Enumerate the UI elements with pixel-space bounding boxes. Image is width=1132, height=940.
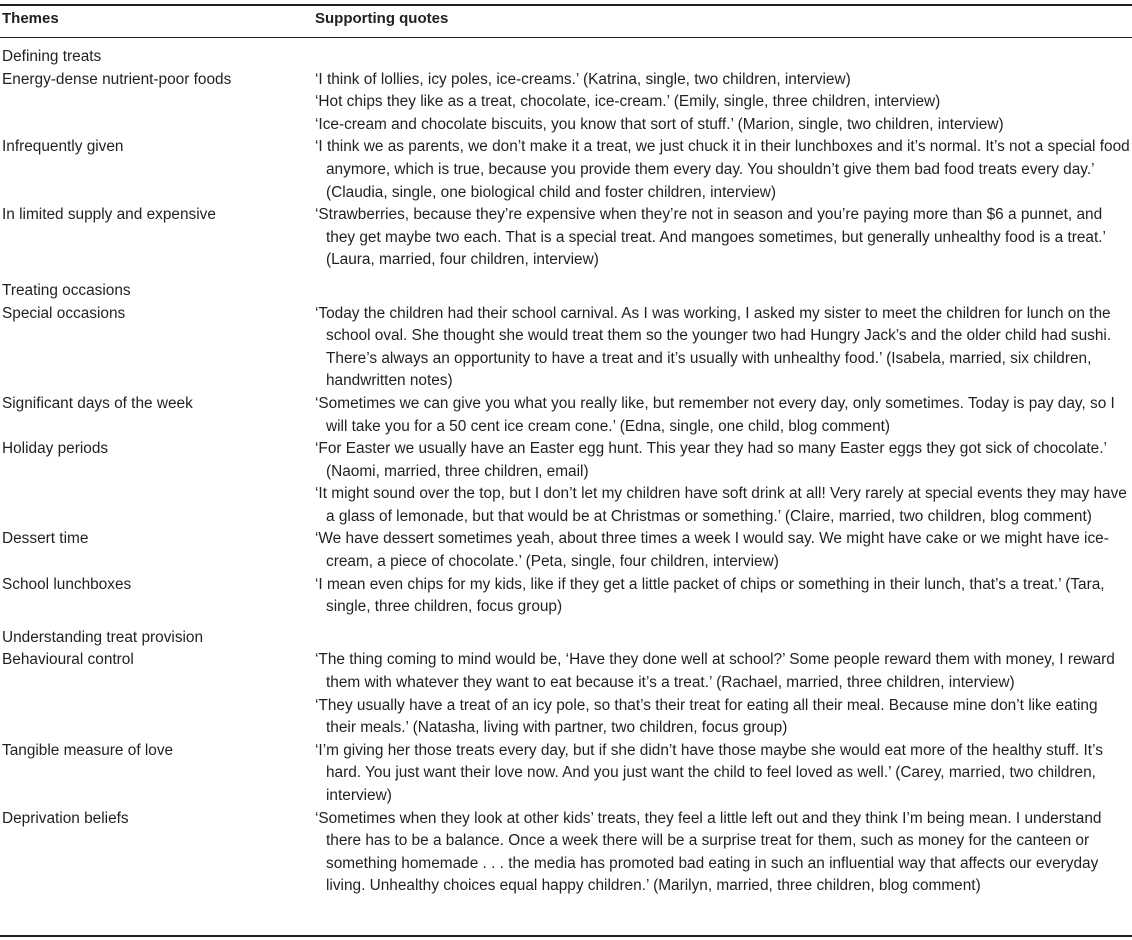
theme-name: Special occasions: [2, 304, 126, 322]
quotes-cell: [315, 808, 1130, 898]
header-rule: [0, 37, 1132, 38]
quote-text: ‘We have dessert sometimes yeah, about three times a week I would say. We might have cake or we might have ice-cream, a piece of chocolate.’ (Peta, single, four children, interview): [315, 530, 1109, 571]
quote-text: ‘I mean even chips for my kids, like if they get a little packet of chips or something in their lunch, that’s a treat.’ (Tara, single, three children, focus group): [315, 575, 1105, 616]
quotes-cell: [315, 69, 1130, 137]
theme-name: Energy-dense nutrient-poor foods: [2, 70, 232, 88]
quotes-cell: [315, 303, 1130, 393]
table-body: [0, 46, 1132, 898]
quote-text: ‘I think of lollies, icy poles, ice-creams.’ (Katrina, single, two children, interview): [315, 70, 851, 88]
quotes-cell: [315, 740, 1130, 808]
table-row: [0, 528, 1132, 573]
quotes-cell: [315, 393, 1130, 438]
theme-name: In limited supply and expensive: [2, 206, 216, 224]
theme-name: Holiday periods: [2, 440, 109, 458]
quote-text: ‘Strawberries, because they’re expensive when they’re not in season and you’re paying more than $6 a punnet, and they get maybe two each. That is a special treat. And mangoes sometimes, but generally unhealthy food is a treat.’ (Laura, married, four children, interview): [315, 206, 1106, 269]
theme-name: School lunchboxes: [2, 575, 132, 593]
theme-name: Dessert time: [2, 530, 89, 548]
quote-text: ‘I’m giving her those treats every day, but if she didn’t have those maybe she would eat more of the healthy stuff. It’s hard. You just want their love now. And you just want the child to feel loved as well.’ (Carey, married, two children, interview): [315, 741, 1103, 804]
table-row: [0, 574, 1132, 619]
section-gap: [0, 272, 1132, 280]
quote-text: ‘They usually have a treat of an icy pole, so that’s their treat for eating all their meal. Because mine don’t like eating their meals.’ (Natasha, living with partner, two children, focus group): [315, 696, 1098, 737]
table-top-rule: [0, 4, 1132, 6]
quote-text: ‘Sometimes when they look at other kids’ treats, they feel a little left out and they think I’m being mean. I understand there has to be a balance. Once a week there will be a surprise treat for them, such as money for the canteen or something homemade . . . the media has promoted bad eating in such an influential way that affects our everyday living. Unhealthy choices equal happy children.’ (Marilyn, married, three children, blog comment): [315, 809, 1102, 895]
table-row: [0, 303, 1132, 393]
column-header-quotes: Supporting quotes: [315, 10, 449, 27]
quote-text: ‘Sometimes we can give you what you really like, but remember not every day, only sometimes. Today is pay day, so I will take you for a 50 cent ice cream cone.’ (Edna, single, one child, blog comment): [315, 394, 1115, 435]
table-row: [0, 649, 1132, 739]
quotes-cell: [315, 204, 1130, 272]
quote-text: ‘It might sound over the top, but I don’t let my children have soft drink at all! Very rarely at special events they may have a glass of lemonade, but that would be at Christmas or something.’ (Claire, married, two children, blog comment): [315, 485, 1127, 525]
quote-text: ‘Hot chips they like as a treat, chocolate, ice-cream.’ (Emily, single, three children, interview): [315, 93, 941, 111]
quotes-cell: [315, 528, 1130, 573]
table-bottom-rule: [0, 935, 1132, 937]
theme-name: Tangible measure of love: [2, 741, 174, 759]
section-gap: [0, 619, 1132, 627]
section-heading: Understanding treat provision: [2, 628, 204, 646]
theme-name: Deprivation beliefs: [2, 809, 129, 827]
quotes-cell: [315, 574, 1130, 619]
quotes-cell: [315, 438, 1130, 528]
quote-text: ‘Today the children had their school carnival. As I was working, I asked my sister to meet the children for lunch on the school oval. She thought she would treat them so the younger two had Hungry Jack’s and the older child had sushi. There’s always an opportunity to have a treat and it’s usually with unhealthy food.’ (Isabela, married, six children, handwritten notes): [315, 304, 1112, 390]
quote-text: ‘Ice-cream and chocolate biscuits, you know that sort of stuff.’ (Marion, single, two children, interview): [315, 115, 1004, 133]
quote-text: ‘I think we as parents, we don’t make it a treat, we just chuck it in their lunchboxes and it’s normal. It’s not a special food anymore, which is true, because you provide them every day. You shouldn’t give them bad food treats every day.’ (Claudia, single, one biological child and foster children, interview): [315, 138, 1130, 201]
table-row: [0, 204, 1132, 272]
quotes-cell: [315, 649, 1130, 739]
table-row: [0, 69, 1132, 137]
table-row: [0, 136, 1132, 204]
table-row: [0, 438, 1132, 528]
theme-name: Significant days of the week: [2, 394, 193, 412]
table-row: [0, 808, 1132, 898]
theme-name: Behavioural control: [2, 651, 134, 669]
quote-text: ‘For Easter we usually have an Easter egg hunt. This year they had so many Easter eggs they got sick of chocolate.’ (Naomi, married, three children, email): [315, 440, 1107, 480]
quotes-cell: [315, 136, 1130, 204]
table-row: [0, 393, 1132, 438]
section-heading: Defining treats: [2, 48, 102, 65]
section-heading: Treating occasions: [2, 281, 131, 299]
theme-name: Infrequently given: [2, 138, 124, 156]
quote-text: ‘The thing coming to mind would be, ‘Have they done well at school?’ Some people reward them with money, I reward them with whatever they want to eat because it’s a treat.’ (Rachael, married, three children, interview): [315, 651, 1115, 692]
column-header-themes: Themes: [2, 10, 59, 27]
table-row: [0, 740, 1132, 808]
